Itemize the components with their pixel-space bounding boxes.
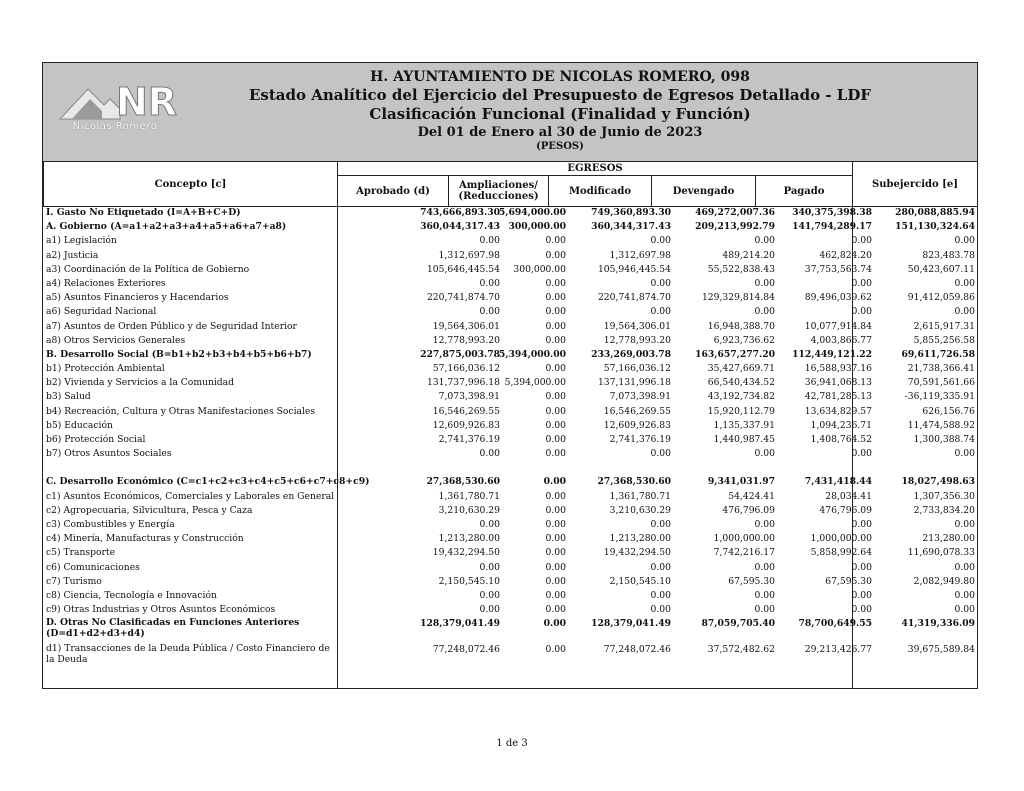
cell-devengado: 67,595.30 <box>728 575 775 587</box>
cell-subejercido: 5,855,256.58 <box>913 334 975 346</box>
cell-modificado: 233,269,003.78 <box>591 348 671 360</box>
logo-tagline: · · · · · <box>107 132 123 138</box>
cell-ampliaciones: 0.00 <box>545 490 566 502</box>
table-row <box>43 490 977 504</box>
table-row <box>43 249 977 263</box>
cell-modificado: 16,546,269.55 <box>603 405 671 417</box>
cell-ampliaciones: 300,000.00 <box>513 263 566 275</box>
cell-subejercido: 21,738,366.41 <box>907 363 975 375</box>
row-concepto: b1) Protección Ambiental <box>46 363 165 375</box>
cell-modificado: 19,432,294.50 <box>603 547 671 559</box>
page-number: 1 de 3 <box>496 738 528 749</box>
cell-ampliaciones: 0.00 <box>545 249 566 261</box>
cell-aprobado: 0.00 <box>479 448 500 460</box>
cell-pagado: 16,588,937.16 <box>804 363 872 375</box>
cell-subejercido: -36,119,335.91 <box>904 391 975 403</box>
cell-modificado: 7,073,398.91 <box>609 391 671 403</box>
table-row <box>43 277 977 291</box>
header-devengado: Devengado <box>652 176 756 207</box>
table-row <box>43 305 977 319</box>
cell-pagado: 0.00 <box>851 235 872 247</box>
cell-subejercido: 0.00 <box>954 604 975 616</box>
cell-modificado: 12,609,926.83 <box>603 419 671 431</box>
cell-ampliaciones: 0.00 <box>545 448 566 460</box>
cell-subejercido: 0.00 <box>954 589 975 601</box>
cell-devengado: 43,192,734.82 <box>707 391 775 403</box>
cell-modificado: 3,210,630.29 <box>609 504 671 516</box>
row-concepto: I. Gasto No Etiquetado (I=A+B+C+D) <box>46 207 241 218</box>
row-concepto: b6) Protección Social <box>46 434 146 445</box>
cell-subejercido: 70,591,561.66 <box>907 377 975 389</box>
cell-modificado: 0.00 <box>650 518 671 530</box>
cell-modificado: 1,361,780.71 <box>609 490 671 502</box>
table-row <box>43 518 977 532</box>
cell-subejercido: 69,611,726.58 <box>901 348 975 360</box>
cell-pagado: 10,077,914.84 <box>804 320 872 332</box>
row-concepto: A. Gobierno (A=a1+a2+a3+a4+a5+a6+a7+a8) <box>46 221 287 233</box>
cell-devengado: 489,214.20 <box>722 249 775 261</box>
header-modificado: Modificado <box>549 176 652 207</box>
row-concepto: a6) Seguridad Nacional <box>46 306 157 318</box>
row-concepto: c3) Combustibles y Energía <box>46 518 175 530</box>
cell-aprobado: 131,737,996.18 <box>426 377 500 389</box>
cell-ampliaciones: 0.00 <box>545 575 566 587</box>
cell-subejercido: 2,615,917.31 <box>913 320 975 332</box>
table-row <box>43 461 977 475</box>
cell-aprobado: 16,546,269.55 <box>432 405 500 417</box>
cell-devengado: 54,424.41 <box>728 490 775 502</box>
cell-subejercido: 91,412,059.86 <box>907 292 975 304</box>
cell-aprobado: 0.00 <box>479 589 500 601</box>
cell-devengado: 55,522,838.43 <box>707 263 775 275</box>
cell-aprobado: 19,564,306.01 <box>432 320 500 332</box>
row-concepto: C. Desarrollo Económico (C=c1+c2+c3+c4+c5+c6+c7+c8+c9) <box>46 476 370 488</box>
cell-aprobado: 0.00 <box>479 604 500 616</box>
cell-ampliaciones: 0.00 <box>543 476 566 488</box>
row-concepto: b4) Recreación, Cultura y Otras Manifestaciones Sociales <box>46 405 316 417</box>
cell-pagado: 42,781,285.13 <box>804 391 872 403</box>
cell-pagado: 67,595.30 <box>825 575 872 587</box>
cell-ampliaciones: 0.00 <box>545 604 566 616</box>
cell-modificado: 128,379,041.49 <box>591 618 671 630</box>
row-concepto: c5) Transporte <box>46 547 116 559</box>
cell-ampliaciones: 0.00 <box>545 419 566 431</box>
cell-modificado: 0.00 <box>650 561 671 573</box>
cell-pagado: 1,408,764.52 <box>810 434 872 445</box>
cell-devengado: 0.00 <box>754 518 775 530</box>
cell-modificado: 77,248,072.46 <box>603 644 671 656</box>
table-row <box>43 447 977 461</box>
cell-aprobado: 1,361,780.71 <box>438 490 500 502</box>
cell-aprobado: 105,646,445.54 <box>426 263 500 275</box>
cell-modificado: 0.00 <box>650 448 671 460</box>
cell-devengado: 0.00 <box>754 306 775 318</box>
row-concepto: b2) Vivienda y Servicios a la Comunidad <box>46 377 235 389</box>
cell-ampliaciones: 0.00 <box>545 363 566 375</box>
cell-pagado: 0.00 <box>851 518 872 530</box>
cell-pagado: 0.00 <box>851 589 872 601</box>
cell-pagado: 0.00 <box>851 306 872 318</box>
row-concepto: a7) Asuntos de Orden Público y de Seguridad Interior <box>46 320 297 332</box>
cell-subejercido: 2,733,834.20 <box>913 504 975 516</box>
cell-modificado: 57,166,036.12 <box>603 363 671 375</box>
cell-aprobado: 19,432,294.50 <box>432 547 500 559</box>
cell-devengado: 87,059,705.40 <box>701 618 775 630</box>
cell-subejercido: 823,483.78 <box>922 249 975 261</box>
header-pagado: Pagado <box>756 176 853 207</box>
table-row <box>43 390 977 404</box>
cell-subejercido: 2,082,949.80 <box>913 575 975 587</box>
cell-subejercido: 1,300,388.74 <box>913 434 975 445</box>
table-row <box>43 334 977 348</box>
cell-modificado: 2,741,376.19 <box>609 434 671 445</box>
cell-devengado: 66,540,434.52 <box>707 377 775 389</box>
cell-pagado: 1,000,000.00 <box>810 533 872 545</box>
cell-devengado: 35,427,669.71 <box>707 363 775 375</box>
table-row <box>43 263 977 277</box>
cell-subejercido: 11,690,078.33 <box>907 547 975 559</box>
row-concepto: a8) Otros Servicios Generales <box>46 334 186 346</box>
cell-modificado: 0.00 <box>650 277 671 289</box>
cell-ampliaciones: 0.00 <box>545 405 566 417</box>
cell-subejercido: 1,307,356.30 <box>913 490 975 502</box>
cell-subejercido: 0.00 <box>954 561 975 573</box>
cell-aprobado: 1,312,697.98 <box>438 249 500 261</box>
cell-subejercido: 213,280.00 <box>922 533 975 545</box>
cell-devengado: 0.00 <box>754 604 775 616</box>
cell-pagado: 78,700,649.55 <box>798 618 872 630</box>
cell-modificado: 19,564,306.01 <box>603 320 671 332</box>
cell-modificado: 0.00 <box>650 589 671 601</box>
table-row <box>43 603 977 617</box>
cell-pagado: 0.00 <box>851 561 872 573</box>
row-concepto: b3) Salud <box>46 391 91 403</box>
cell-aprobado: 360,044,317.43 <box>420 221 500 233</box>
cell-subejercido: 0.00 <box>954 235 975 247</box>
municipality-logo <box>51 75 179 141</box>
cell-devengado: 0.00 <box>754 235 775 247</box>
cell-ampliaciones: 5,694,000.00 <box>498 207 566 218</box>
row-concepto: a2) Justicia <box>46 249 99 261</box>
cell-devengado: 7,742,216.17 <box>713 547 775 559</box>
header-egresos: EGRESOS <box>338 162 853 176</box>
cell-aprobado: 128,379,041.49 <box>420 618 500 630</box>
cell-aprobado: 1,213,280.00 <box>438 533 500 545</box>
table-row <box>43 291 977 305</box>
cell-pagado: 1,094,236.71 <box>810 419 872 431</box>
table-row <box>43 575 977 589</box>
row-concepto: c7) Turismo <box>46 575 102 587</box>
row-concepto: a5) Asuntos Financieros y Hacendarios <box>46 292 229 304</box>
cell-pagado: 5,858,992.64 <box>810 547 872 559</box>
cell-devengado: 15,920,112.79 <box>707 405 775 417</box>
cell-ampliaciones: 5,394,000.00 <box>498 348 566 360</box>
row-concepto: d1) Transacciones de la Deuda Pública / Costo Financiero de la Deuda <box>46 643 330 666</box>
cell-pagado: 4,003,866.77 <box>810 334 872 346</box>
cell-ampliaciones: 0.00 <box>545 504 566 516</box>
cell-devengado: 0.00 <box>754 589 775 601</box>
row-concepto: B. Desarrollo Social (B=b1+b2+b3+b4+b5+b6+b7) <box>46 348 312 360</box>
cell-subejercido: 11,474,588.92 <box>907 419 975 431</box>
row-concepto: c9) Otras Industrias y Otros Asuntos Económicos <box>46 604 276 616</box>
cell-ampliaciones: 0.00 <box>545 320 566 332</box>
cell-aprobado: 0.00 <box>479 306 500 318</box>
cell-aprobado: 2,741,376.19 <box>438 434 500 445</box>
cell-ampliaciones: 0.00 <box>543 618 566 630</box>
cell-devengado: 37,572,482.62 <box>707 644 775 656</box>
cell-modificado: 0.00 <box>650 235 671 247</box>
table-row <box>43 433 977 447</box>
table-row <box>43 320 977 334</box>
cell-aprobado: 27,368,530.60 <box>426 476 500 488</box>
logo-mark-icon <box>60 75 178 124</box>
cell-ampliaciones: 0.00 <box>545 518 566 530</box>
cell-pagado: 0.00 <box>851 277 872 289</box>
data-rows <box>43 206 977 669</box>
cell-modificado: 0.00 <box>650 306 671 318</box>
cell-devengado: 0.00 <box>754 561 775 573</box>
cell-devengado: 1,135,337.91 <box>713 419 775 431</box>
cell-aprobado: 220,741,874.70 <box>426 292 500 304</box>
logo-letters: NR <box>116 80 178 124</box>
cell-pagado: 141,794,289.17 <box>792 221 872 233</box>
cell-subejercido: 626,156.76 <box>922 405 975 417</box>
row-concepto: D. Otras No Clasificadas en Funciones Anteriores (D=d1+d2+d3+d4) <box>46 617 300 640</box>
cell-modificado: 137,131,996.18 <box>597 377 671 389</box>
column-header-table <box>43 161 978 207</box>
cell-aprobado: 743,666,893.30 <box>420 207 500 218</box>
cell-pagado: 37,753,563.74 <box>804 263 872 275</box>
cell-ampliaciones: 0.00 <box>545 292 566 304</box>
cell-pagado: 29,213,426.77 <box>804 644 872 656</box>
table-row <box>43 362 977 376</box>
cell-aprobado: 12,609,926.83 <box>432 419 500 431</box>
cell-ampliaciones: 0.00 <box>545 306 566 318</box>
table-row <box>43 206 977 220</box>
cell-ampliaciones: 0.00 <box>545 391 566 403</box>
table-row <box>43 376 977 390</box>
cell-modificado: 360,344,317.43 <box>591 221 671 233</box>
report-header <box>43 63 977 162</box>
cell-modificado: 12,778,993.20 <box>603 334 671 346</box>
cell-subejercido: 151,130,324.64 <box>895 221 975 233</box>
cell-aprobado: 227,875,003.78 <box>420 348 500 360</box>
cell-ampliaciones: 300,000.00 <box>508 221 566 233</box>
entity-title: H. AYUNTAMIENTO DE NICOLAS ROMERO, 098 <box>370 69 750 85</box>
cell-ampliaciones: 0.00 <box>545 533 566 545</box>
cell-subejercido: 0.00 <box>954 306 975 318</box>
cell-aprobado: 0.00 <box>479 235 500 247</box>
period-title: Del 01 de Enero al 30 de Junio de 2023 <box>417 125 703 140</box>
cell-aprobado: 7,073,398.91 <box>438 391 500 403</box>
cell-modificado: 27,368,530.60 <box>597 476 671 488</box>
cell-ampliaciones: 0.00 <box>545 644 566 656</box>
report-titles <box>183 69 937 153</box>
table-row <box>43 475 977 489</box>
cell-devengado: 209,213,992.79 <box>695 221 775 233</box>
cell-aprobado: 0.00 <box>479 277 500 289</box>
cell-aprobado: 0.00 <box>479 518 500 530</box>
table-row <box>43 546 977 560</box>
cell-pagado: 462,824.20 <box>819 249 872 261</box>
cell-aprobado: 57,166,036.12 <box>432 363 500 375</box>
cell-pagado: 36,941,068.13 <box>804 377 872 389</box>
row-concepto: c1) Asuntos Económicos, Comerciales y Laborales en General <box>46 490 335 502</box>
table-row <box>43 419 977 433</box>
cell-modificado: 2,150,545.10 <box>609 575 671 587</box>
cell-devengado: 6,923,736.62 <box>713 334 775 346</box>
cell-aprobado: 12,778,993.20 <box>432 334 500 346</box>
cell-subejercido: 18,027,498.63 <box>901 476 975 488</box>
cell-aprobado: 3,210,630.29 <box>438 504 500 516</box>
cell-ampliaciones: 0.00 <box>545 277 566 289</box>
cell-devengado: 469,272,007.36 <box>695 207 775 218</box>
cell-devengado: 0.00 <box>754 448 775 460</box>
cell-subejercido: 0.00 <box>954 518 975 530</box>
report-title: Estado Analítico del Ejercicio del Presupuesto de Egresos Detallado - LDF <box>248 86 872 104</box>
cell-ampliaciones: 0.00 <box>545 235 566 247</box>
cell-devengado: 1,000,000.00 <box>713 533 775 545</box>
cell-aprobado: 0.00 <box>479 561 500 573</box>
cell-ampliaciones: 0.00 <box>545 334 566 346</box>
cell-devengado: 163,657,277.20 <box>695 348 775 360</box>
table-row <box>43 234 977 248</box>
cell-pagado: 89,496,039.62 <box>804 292 872 304</box>
row-concepto: a3) Coordinación de la Política de Gobierno <box>46 263 250 275</box>
cell-modificado: 1,213,280.00 <box>609 533 671 545</box>
table-row <box>43 405 977 419</box>
report-sheet <box>42 62 978 689</box>
cell-subejercido: 280,088,885.94 <box>895 207 975 218</box>
cell-devengado: 9,341,031.97 <box>707 476 775 488</box>
table-row <box>43 348 977 362</box>
cell-devengado: 16,948,388.70 <box>707 320 775 332</box>
cell-subejercido: 39,675,589.84 <box>907 644 975 656</box>
header-concepto: Concepto [c] <box>44 162 338 207</box>
row-concepto: c4) Minería, Manufacturas y Construcción <box>46 533 244 545</box>
cell-ampliaciones: 0.00 <box>545 547 566 559</box>
cell-pagado: 112,449,121.22 <box>792 348 872 360</box>
table-row <box>43 532 977 546</box>
table-row <box>43 561 977 575</box>
cell-pagado: 7,431,418.44 <box>804 476 872 488</box>
header-ampliaciones: Ampliaciones/ (Reducciones) <box>449 176 549 207</box>
cell-pagado: 340,375,398.38 <box>792 207 872 218</box>
header-subejercido: Subejercido [e] <box>853 162 978 207</box>
cell-modificado: 749,360,893.30 <box>591 207 671 218</box>
table-row <box>43 643 977 669</box>
row-concepto: c2) Agropecuaria, Silvicultura, Pesca y Caza <box>46 504 253 516</box>
classification-title: Clasificación Funcional (Finalidad y Función) <box>369 105 751 123</box>
table-row <box>43 617 977 643</box>
cell-pagado: 28,034.41 <box>825 490 872 502</box>
cell-ampliaciones: 5,394,000.00 <box>504 377 566 389</box>
cell-pagado: 476,796.09 <box>819 504 872 516</box>
cell-subejercido: 50,423,607.11 <box>907 263 975 275</box>
cell-ampliaciones: 0.00 <box>545 434 566 445</box>
cell-ampliaciones: 0.00 <box>545 589 566 601</box>
cell-aprobado: 77,248,072.46 <box>432 644 500 656</box>
row-concepto: c8) Ciencia, Tecnología e Innovación <box>46 589 217 601</box>
cell-devengado: 0.00 <box>754 277 775 289</box>
row-concepto: b5) Educación <box>46 419 113 431</box>
cell-devengado: 129,329,814.84 <box>701 292 775 304</box>
row-concepto: a1) Legislación <box>46 235 117 247</box>
table-row <box>43 589 977 603</box>
header-aprobado: Aprobado (d) <box>338 176 449 207</box>
row-concepto: a4) Relaciones Exteriores <box>46 277 166 289</box>
cell-aprobado: 2,150,545.10 <box>438 575 500 587</box>
currency-title: (PESOS) <box>536 141 584 152</box>
cell-modificado: 220,741,874.70 <box>597 292 671 304</box>
cell-pagado: 0.00 <box>851 604 872 616</box>
cell-devengado: 476,796.09 <box>722 504 775 516</box>
cell-modificado: 1,312,697.98 <box>609 249 671 261</box>
cell-subejercido: 0.00 <box>954 277 975 289</box>
row-concepto: b7) Otros Asuntos Sociales <box>46 448 172 460</box>
cell-devengado: 1,440,987.45 <box>713 434 775 445</box>
cell-subejercido: 41,319,336.09 <box>901 618 975 630</box>
cell-ampliaciones: 0.00 <box>545 561 566 573</box>
table-row <box>43 504 977 518</box>
cell-pagado: 0.00 <box>851 448 872 460</box>
table-row <box>43 220 977 234</box>
cell-modificado: 0.00 <box>650 604 671 616</box>
row-concepto: c6) Comunicaciones <box>46 561 140 573</box>
cell-pagado: 13,634,829.57 <box>804 405 872 417</box>
cell-subejercido: 0.00 <box>954 448 975 460</box>
logo-name: Nicolás Romero <box>72 121 158 132</box>
cell-modificado: 105,946,445.54 <box>597 263 671 275</box>
